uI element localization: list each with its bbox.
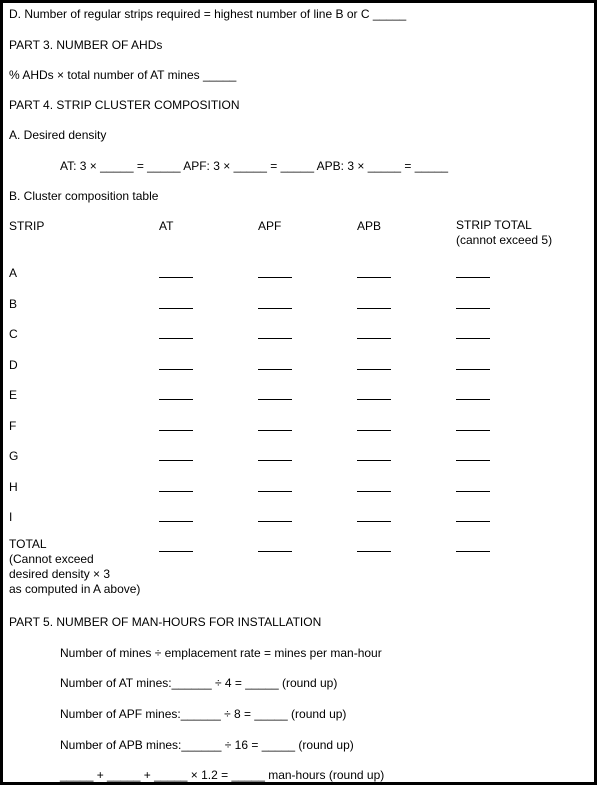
total-strip-total-blank[interactable] <box>456 551 490 552</box>
line-d-regular-strips: D. Number of regular strips required = highest number of line B or C _____ <box>9 7 407 21</box>
row-label-f: F <box>9 418 17 433</box>
row-i-strip-total-blank[interactable] <box>456 521 490 522</box>
row-f-at-blank[interactable] <box>159 430 193 431</box>
row-h-apf-blank[interactable] <box>258 491 292 492</box>
column-header-strip-total: STRIP TOTAL (cannot exceed 5) <box>456 218 553 247</box>
row-label-c: C <box>9 327 18 341</box>
part5-heading: PART 5. NUMBER OF MAN-HOURS FOR INSTALLATION <box>9 615 322 629</box>
row-label-a: A <box>9 266 18 280</box>
row-b-apf-blank[interactable] <box>258 308 292 309</box>
row-c-at-blank[interactable] <box>159 338 193 339</box>
desired-density-formula: AT: 3 × _____ = _____ APF: 3 × _____ = _____ APB: 3 × _____ = _____ <box>60 159 449 173</box>
part3-ahd-formula: % AHDs × total number of AT mines _____ <box>9 68 237 82</box>
part3-heading: PART 3. NUMBER OF AHDs <box>9 38 163 52</box>
row-d-apb-blank[interactable] <box>357 369 391 370</box>
row-a-apb-blank[interactable] <box>357 277 391 278</box>
row-a-apf-blank[interactable] <box>258 277 292 278</box>
row-h-at-blank[interactable] <box>159 491 193 492</box>
row-f-strip-total-blank[interactable] <box>456 430 490 431</box>
column-header-apf: APF <box>258 219 282 233</box>
row-label-g: G <box>9 449 19 463</box>
row-d-strip-total-blank[interactable] <box>456 369 490 370</box>
row-label-d: D <box>9 357 18 372</box>
row-c-strip-total-blank[interactable] <box>456 338 490 339</box>
row-h-apb-blank[interactable] <box>357 491 391 492</box>
total-apf-blank[interactable] <box>258 551 292 552</box>
row-g-strip-total-blank[interactable] <box>456 460 490 461</box>
cluster-table-label: B. Cluster composition table <box>9 189 159 203</box>
desired-density-label: A. Desired density <box>9 128 107 142</box>
row-i-at-blank[interactable] <box>159 521 193 522</box>
row-e-apf-blank[interactable] <box>258 399 292 400</box>
row-g-at-blank[interactable] <box>159 460 193 461</box>
row-b-strip-total-blank[interactable] <box>456 308 490 309</box>
column-header-at: AT <box>159 219 174 233</box>
part5-line-at-mines: Number of AT mines:______ ÷ 4 = _____ (round up) <box>60 676 338 690</box>
row-e-strip-total-blank[interactable] <box>456 399 490 400</box>
row-a-strip-total-blank[interactable] <box>456 277 490 278</box>
row-d-apf-blank[interactable] <box>258 369 292 370</box>
row-d-at-blank[interactable] <box>159 369 193 370</box>
row-b-at-blank[interactable] <box>159 308 193 309</box>
row-f-apf-blank[interactable] <box>258 430 292 431</box>
row-i-apf-blank[interactable] <box>258 521 292 522</box>
row-label-e: E <box>9 388 18 402</box>
row-f-apb-blank[interactable] <box>357 430 391 431</box>
part5-line-rate-formula: Number of mines ÷ emplacement rate = mines per man-hour <box>60 646 382 660</box>
part5-line-man-hours-total: _____ + _____ + _____ × 1.2 = _____ man-hours (round up) <box>60 768 385 782</box>
row-e-apb-blank[interactable] <box>357 399 391 400</box>
part5-line-apb-mines: Number of APB mines:______ ÷ 16 = _____ (round up) <box>60 738 354 752</box>
total-apb-blank[interactable] <box>357 551 391 552</box>
column-header-apb: APB <box>357 219 382 233</box>
row-label-i: I <box>9 510 13 524</box>
row-g-apb-blank[interactable] <box>357 460 391 461</box>
part5-line-apf-mines: Number of APF mines:______ ÷ 8 = _____ (round up) <box>60 707 347 721</box>
row-c-apb-blank[interactable] <box>357 338 391 339</box>
row-label-b: B <box>9 296 18 311</box>
part4-heading: PART 4. STRIP CLUSTER COMPOSITION <box>9 98 240 112</box>
total-at-blank[interactable] <box>159 551 193 552</box>
row-c-apf-blank[interactable] <box>258 338 292 339</box>
row-h-strip-total-blank[interactable] <box>456 491 490 492</box>
row-a-at-blank[interactable] <box>159 277 193 278</box>
column-header-strip: STRIP <box>9 219 45 233</box>
row-i-apb-blank[interactable] <box>357 521 391 522</box>
total-row-label: TOTAL (Cannot exceed desired density × 3 as computed in A above) <box>9 537 141 596</box>
row-g-apf-blank[interactable] <box>258 460 292 461</box>
row-label-h: H <box>9 479 18 494</box>
row-e-at-blank[interactable] <box>159 399 193 400</box>
row-b-apb-blank[interactable] <box>357 308 391 309</box>
